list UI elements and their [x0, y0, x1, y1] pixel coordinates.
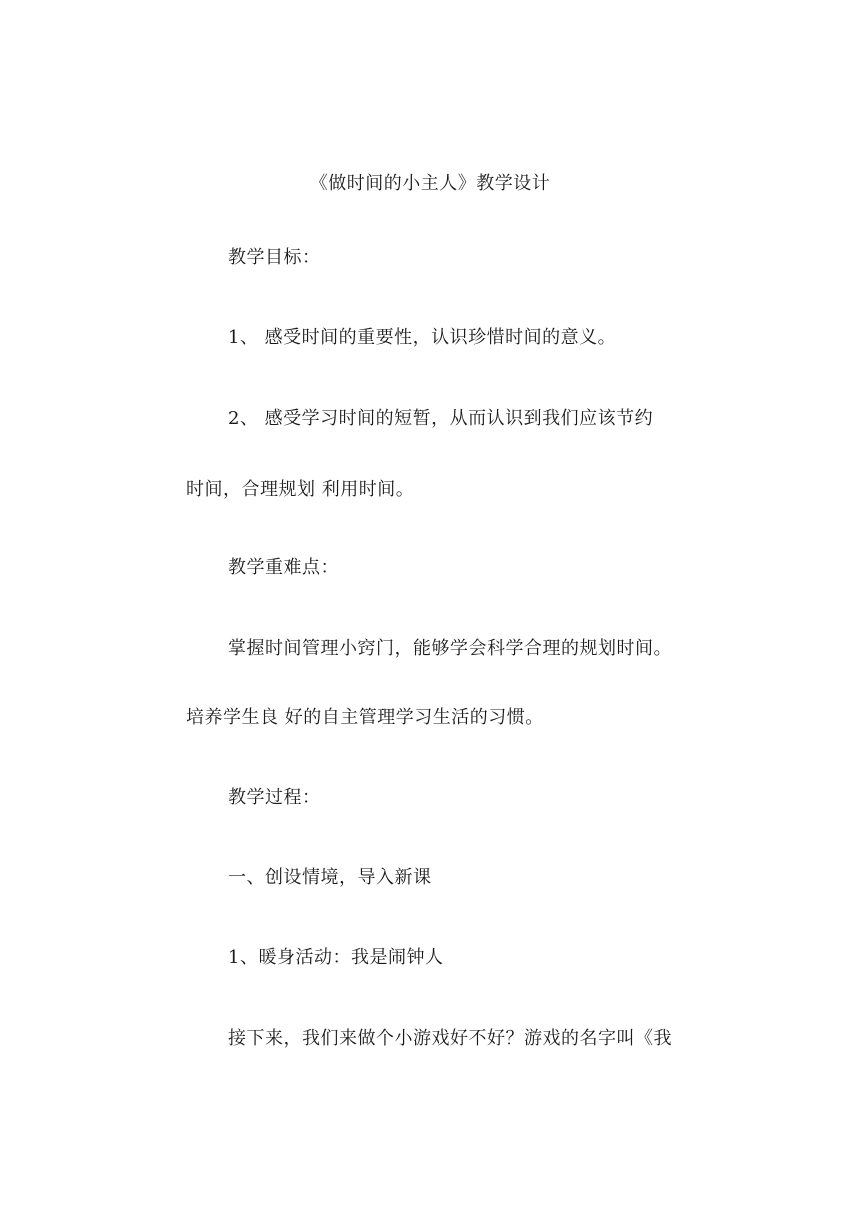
key-points-text-continued: 培养学生良 好的自主管理学习生活的习惯。 [186, 707, 544, 728]
heading-key-points: 教学重难点： [228, 557, 339, 578]
heading-teaching-process: 教学过程： [228, 787, 321, 808]
heading-teaching-objectives: 教学目标： [228, 247, 321, 268]
key-points-text: 掌握时间管理小窍门，能够学会科学合理的规划时间。 [228, 638, 672, 659]
objective-item-1: 1、 感受时间的重要性，认识珍惜时间的意义。 [228, 327, 617, 348]
activity-one-text: 接下来，我们来做个小游戏好不好？游戏的名字叫《我 [228, 1028, 672, 1049]
objective-item-2-continued: 时间，合理规划 利用时间。 [186, 479, 415, 500]
objective-item-2: 2、 感受学习时间的短暂，从而认识到我们应该节约 [228, 408, 654, 429]
section-one-heading: 一、创设情境，导入新课 [228, 867, 432, 888]
document-title: 《做时间的小主人》教学设计 [309, 173, 551, 194]
activity-one-heading: 1、暖身活动：我是闹钟人 [228, 947, 444, 968]
